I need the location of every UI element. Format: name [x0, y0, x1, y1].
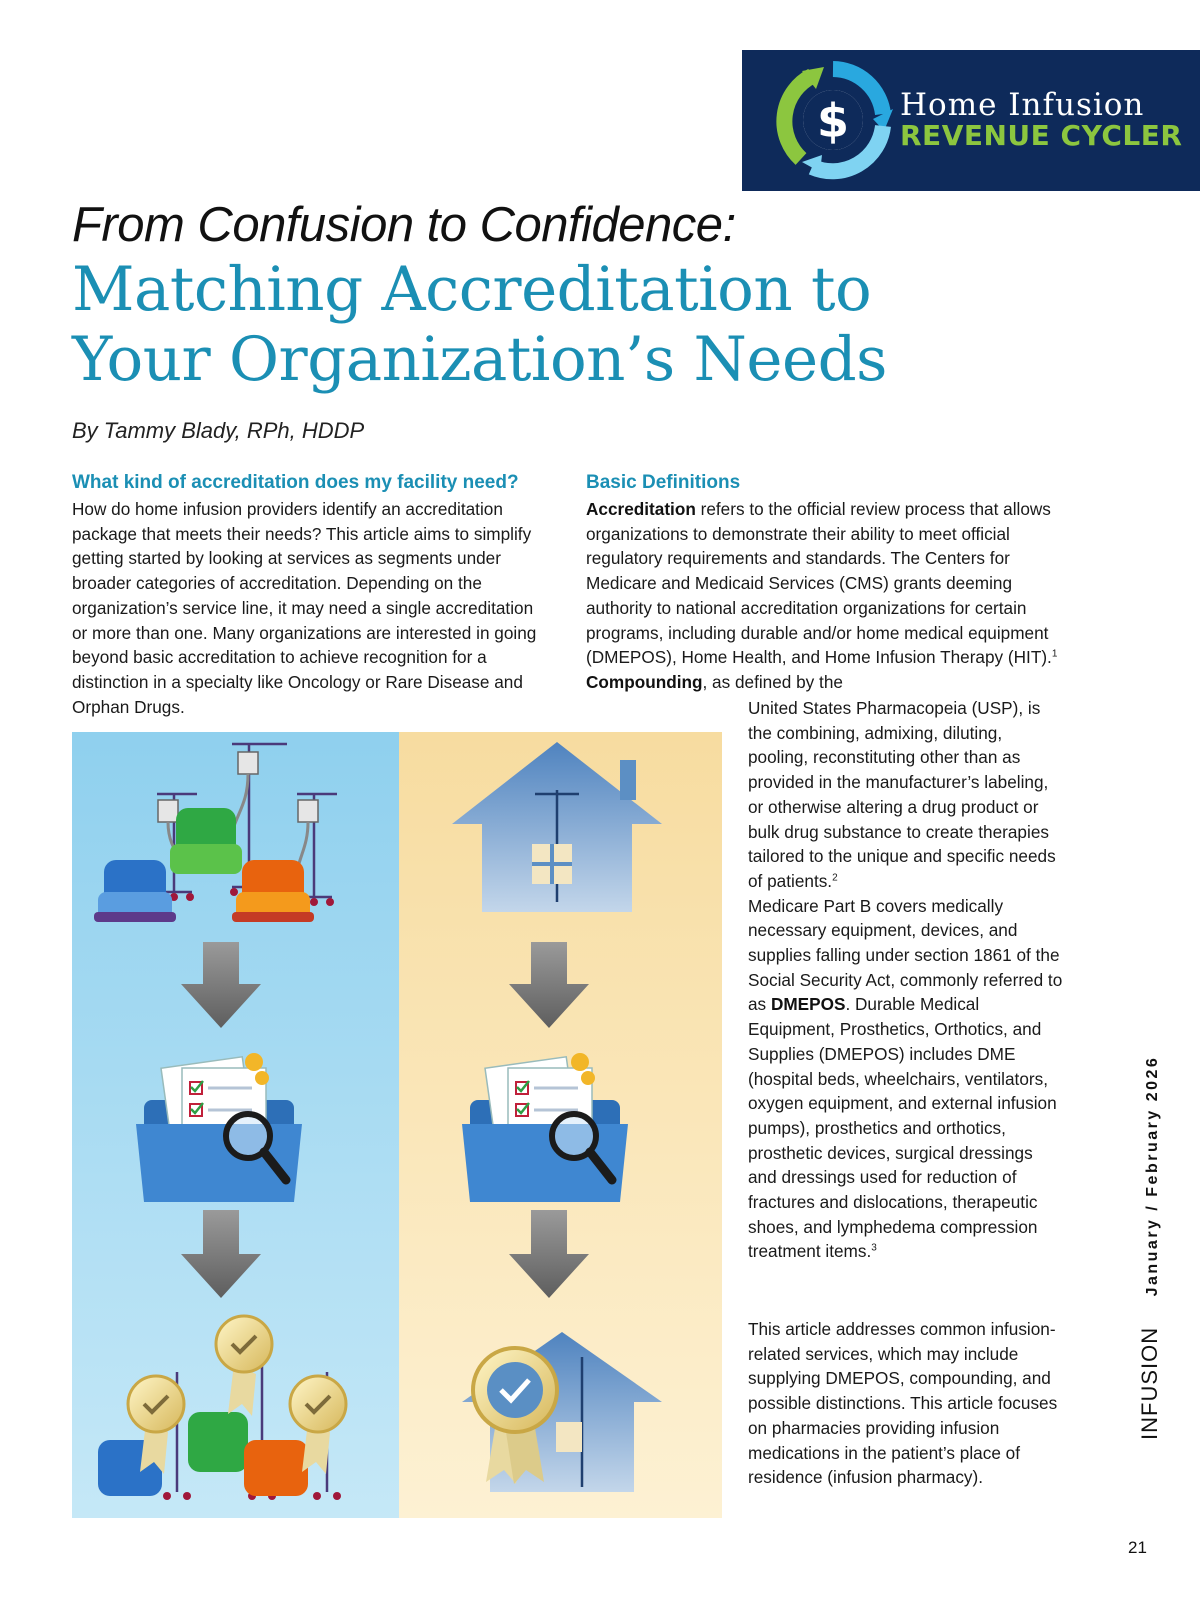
right-section-heading: Basic Definitions — [586, 472, 741, 493]
p1-tail: , as defined by the — [702, 671, 843, 692]
p2-text-c: . Durable Medical Equipment, Prosthetics, Orthotics, and Supplies (DMEPOS) includes DME (hospital beds, wheelchairs, ventilators, oxygen equipment, and external infusion pumps), prosthetics and orthotics, prosthetic devices, surgical dressings and dressings used for reduction of fractures and dislocations, therapeutic shoes, and lymphedema compression treatment items. — [748, 994, 1057, 1262]
banner-subtitle: REVENUE CYCLER — [900, 119, 1183, 152]
p2-text-b: Medicare Part B covers medically necessary equipment, devices, and supplies falling under section 1861 of the Social Security Act, commonly referred to as — [748, 895, 1063, 1015]
accreditation-illustration — [72, 732, 722, 1518]
ref-3: 3 — [871, 1242, 877, 1254]
article-kicker: From Confusion to Confidence: — [72, 198, 736, 252]
byline: By Tammy Blady, RPh, HDDP — [72, 418, 365, 443]
issue-footer — [1137, 1056, 1163, 1440]
left-section-heading: What kind of accreditation does my facility need? — [72, 472, 519, 493]
magazine-name: INFUSION — [1137, 1326, 1162, 1440]
headline-line-2: Your Organization’s Needs — [72, 324, 887, 395]
term-accreditation: Accreditation — [586, 499, 696, 519]
left-section-body: How do home infusion providers identify an accreditation package that meets their needs? This article aims to simplify getting started by looking at services as segments under broader categories of accreditation. Depending on the organization’s service line, it may need a single accreditation or more than one. Many organizations are interested in going beyond basic accreditation to achieve recognition for a distinction in a specialty like Oncology or Rare Disease and Orphan Drugs. — [72, 499, 537, 717]
ref-1: 1 — [1051, 648, 1058, 660]
page-number: 21 — [1128, 1538, 1147, 1557]
headline-line-1: Matching Accreditation to — [72, 254, 872, 325]
ref-2: 2 — [832, 872, 838, 884]
p2-text: United States Pharmacopeia (USP), is the combining, admixing, diluting, pooling, reconstituting other than as provided in the manufacturer’s labeling, or otherwise altering a drug product or bulk drug substance to create therapies tailored to the unique and specific needs of patients. — [748, 698, 1056, 891]
banner-title: Home Infusion — [900, 87, 1145, 123]
article-headline — [72, 255, 942, 395]
p1-text: refers to the official review process that allows organizations to demonstrate their ability to meet official regulatory requirements and standards. The Centers for Medicare and Medicaid Services (CMS) grants deeming authority to national accreditation organizations for certain programs, including durable and/or home medical equipment (DMEPOS), Home Health, and Home Infusion Therapy (HIT). — [586, 499, 1052, 668]
section-banner — [742, 50, 1200, 191]
definitions-paragraph-1 — [586, 497, 1064, 695]
issue-date: January / February 2026 — [1144, 1055, 1161, 1297]
svg-text:$: $ — [816, 94, 850, 148]
dollar-cycle-icon — [772, 59, 894, 181]
term-dmepos: DMEPOS — [770, 994, 846, 1015]
definitions-paragraph-2 — [748, 696, 1064, 1264]
definitions-paragraph-3: This article addresses common infusion-related services, which may include supplying DMEPOS, compounding, and possible distinctions. This article focuses on pharmacies providing infusion medications in the patient’s place of residence (infusion pharmacy). — [748, 1319, 1058, 1488]
term-compounding: Compounding — [586, 671, 703, 692]
